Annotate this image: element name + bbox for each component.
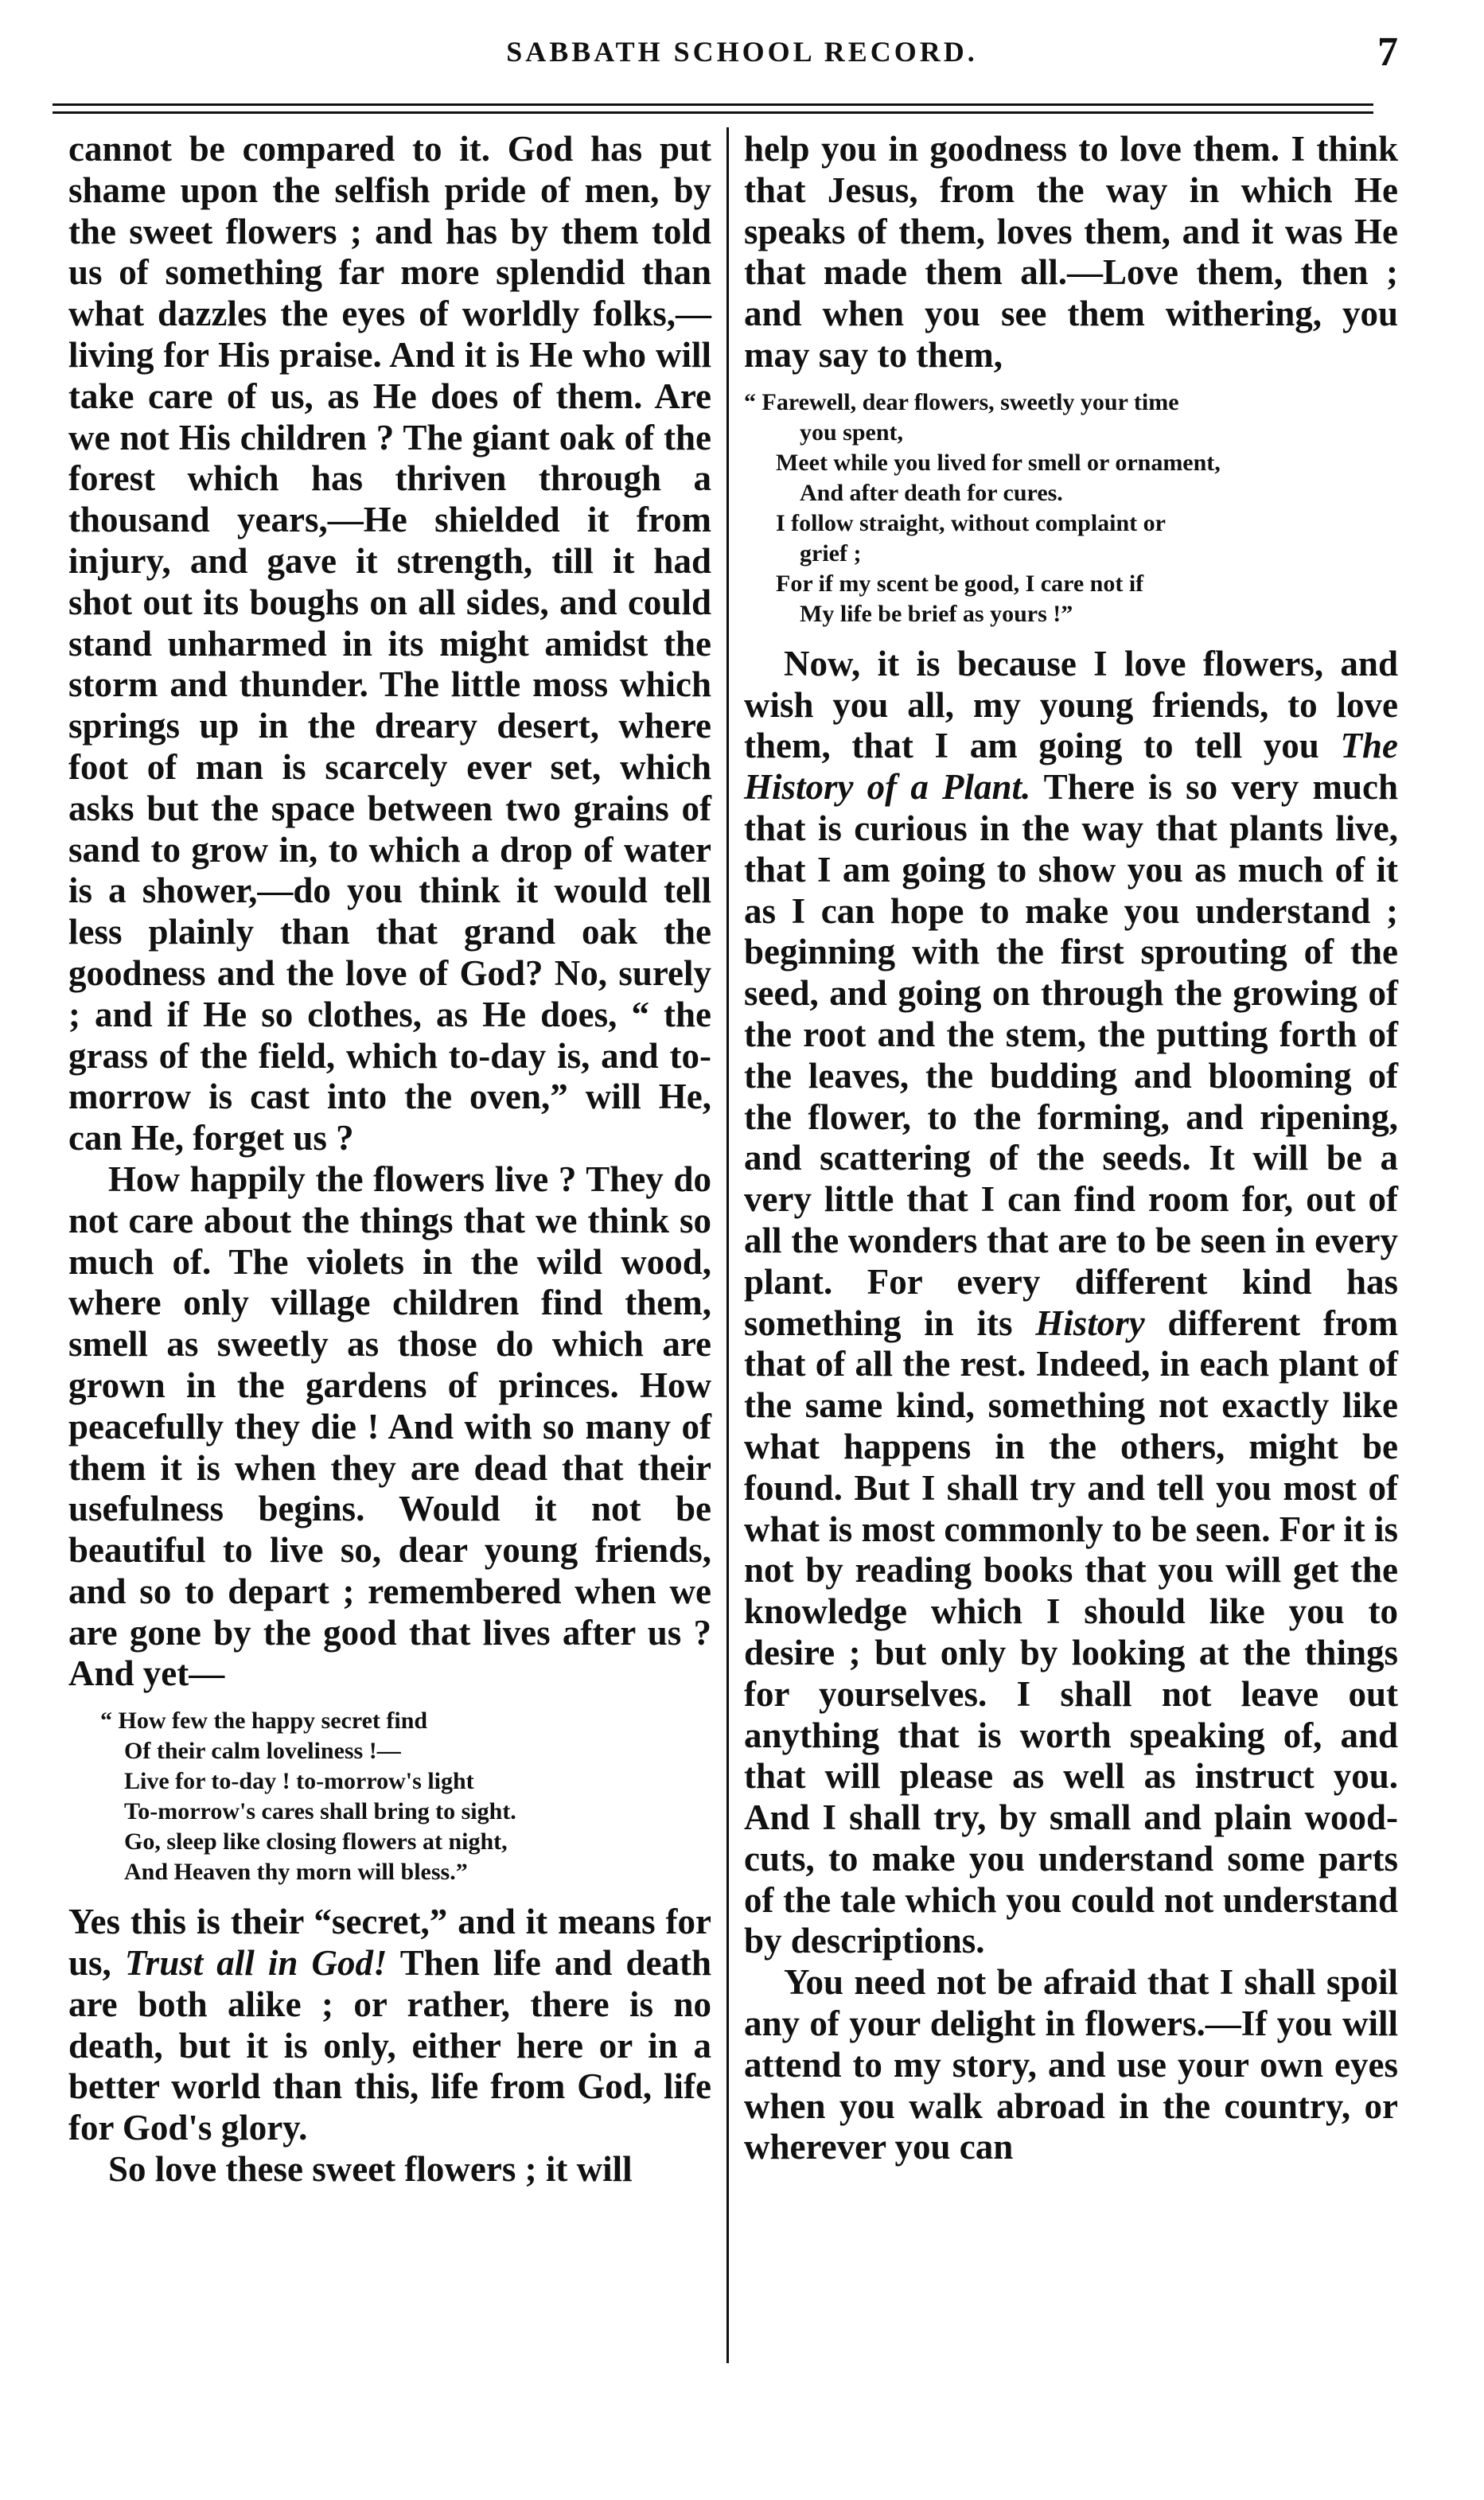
right-poem-line: “ Farewell, dear flowers, sweetly your time [744, 388, 1179, 415]
running-title: SABBATH SCHOOL RECORD. [506, 36, 978, 68]
left-paragraph-3-part: Yes this is their “secret,” and it means for us, [68, 1902, 711, 1984]
right-paragraph-2 [744, 644, 1398, 1963]
right-paragraph-2-emphasis: The History of a Plant. [744, 726, 1398, 808]
left-paragraph-3 [68, 1902, 711, 2149]
right-poem-line: grief ; [800, 539, 862, 567]
header-rule [53, 103, 1373, 106]
right-paragraph-2-part: There is so very much that is curious in the way that plants live, that I am going to show you as much of it as I can hope to make you understand ; beginning with the first sprouting of the seed, and going on through the growing of the root and the stem, the putting forth of the leaves, the budding and blooming of the flower, to the forming, and ripening, and scattering of the seeds. It will be a very little that I can find room for, out of all the wonders that are to be seen in every plant. For every different kind has something in its [744, 767, 1398, 1343]
right-paragraph-3: You need not be afraid that I shall spoil any of your delight in flowers.—If you will attend to my story, and use your own eyes when you walk abroad in the country, or wherever you can [744, 1962, 1398, 2167]
left-paragraph-4: So love these sweet flowers ; it will [108, 2149, 633, 2190]
left-poem-line: Live for to-day ! to-morrow's light [124, 1768, 474, 1795]
right-poem-line: My life be brief as yours !” [800, 600, 1073, 627]
left-paragraph-3-part: Then life and death are both alike ; or rather, there is no death, but it is only, either here or in a better world than this, life from God, life for God's glory. [68, 1943, 711, 2148]
right-poem-line: Meet while you lived for smell or ornament, [776, 449, 1221, 476]
left-column [68, 129, 711, 2190]
page-header [48, 30, 1436, 86]
header-rule-secondary [53, 111, 1373, 114]
right-poem-line: And after death for cures. [800, 479, 1063, 506]
page-number: 7 [1377, 29, 1398, 75]
right-poem [744, 387, 1398, 629]
left-poem-line: Of their calm loveliness !— [124, 1738, 401, 1765]
left-poem-line: To-morrow's cares shall bring to sight. [124, 1798, 516, 1825]
left-paragraph-1: cannot be compared to it. God has put shame upon the selfish pride of men, by the sweet flowers ; and has by them told us of something far more splendid than what dazzles the eyes of worldly folks,—living for His praise. And it is He who will take care of us, as He does of them. Are we not His children ? The giant oak of the forest which has thriven through a thousand years,—He shielded it from injury, and gave it strength, till it had shot out its boughs on all sides, and could stand unharmed in its might amidst the storm and thunder. The little moss which springs up in the dreary desert, where foot of man is scarcely ever set, which asks but the space between two grains of sand to grow in, to which a drop of water is a shower,—do you think it would tell less plainly than that grand oak the goodness and the love of God? No, surely ; and if He so clothes, as He does, “ the grass of the field, which to-day is, and to-morrow is cast into the oven,” will He, can He, forget us ? [68, 129, 711, 1158]
right-paragraph-2-part: different from that of all the rest. Indeed, in each plant of the same kind, something not exactly like what happens in the others, might be found. But I shall try and tell you most of what is most commonly to be seen. For it is not by reading books that you will get the knowledge which I should like you to desire ; but only by looking at the things for yourselves. I shall not leave out anything that is worth speaking of, and that will please as well as instruct you. And I shall try, by small and plain wood-cuts, to make you understand some parts of the tale which you could not understand by descriptions. [744, 1303, 1399, 1961]
column-divider [726, 127, 729, 2363]
left-poem-line: And Heaven thy morn will bless.” [124, 1859, 468, 1886]
left-poem [68, 1706, 711, 1887]
left-poem-line: Go, sleep like closing flowers at night, [124, 1828, 508, 1856]
right-poem-line: I follow straight, without complaint or [776, 509, 1166, 536]
right-column [744, 129, 1398, 2168]
right-poem-line: For if my scent be good, I care not if [776, 570, 1144, 597]
left-paragraph-3-emphasis: Trust all in God! [124, 1943, 388, 1984]
left-poem-line: “ How few the happy secret find [100, 1708, 428, 1735]
right-paragraph-2-part: Now, it is because I love flowers, and wish you all, my young friends, to love them, that I am going to tell you [744, 643, 1398, 766]
left-paragraph-2: How happily the flowers live ? They do not care about the things that we think so much of. The violets in the wild wood, where only village children find them, smell as sweetly as those do which are grown in the gardens of princes. How peacefully they die ! And with so many of them it is when they are dead that their usefulness begins. Would it not be beautiful to live so, dear young friends, and so to depart ; remembered when we are gone by the good that lives after us ? And yet— [68, 1158, 711, 1694]
right-poem-line: you spent, [800, 419, 904, 446]
right-paragraph-1: help you in goodness to love them. I think that Jesus, from the way in which He speaks of them, loves them, and it was He that made them all.—Love them, then ; and when you see them withering, you may say to them, [744, 129, 1398, 375]
right-paragraph-2-emphasis: History [1035, 1303, 1145, 1343]
